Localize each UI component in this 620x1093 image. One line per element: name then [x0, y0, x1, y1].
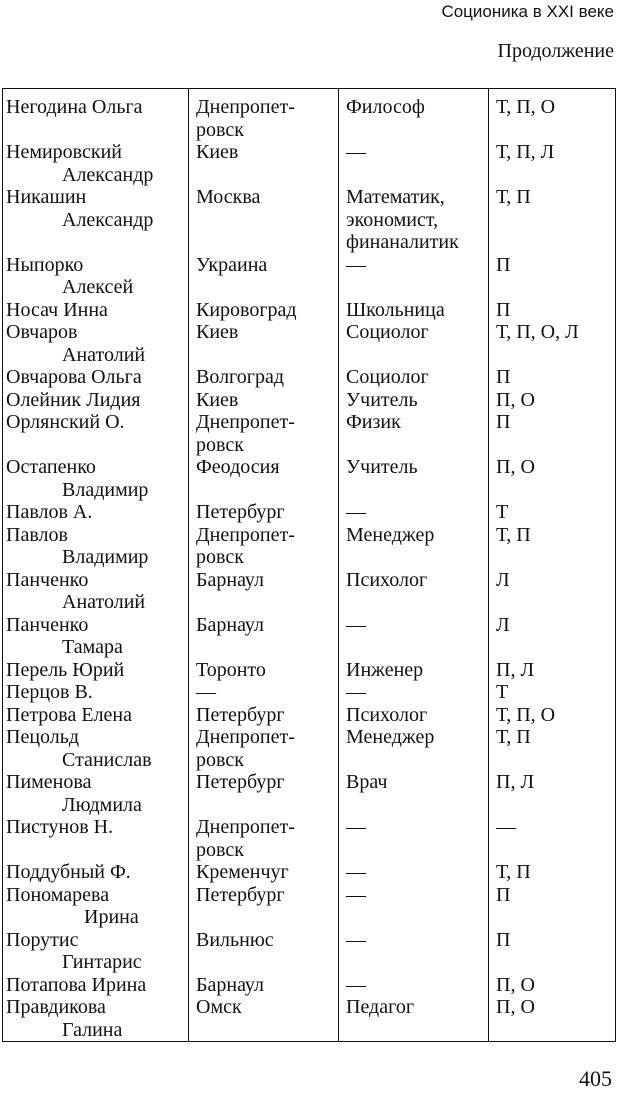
marks-cell	[496, 884, 510, 907]
name-cell-line: Правдикова	[6, 996, 106, 1018]
marks-cell-line: Л	[496, 568, 510, 591]
table-row	[2, 141, 616, 186]
city-cell-line: Петербург	[196, 883, 285, 906]
city-cell	[196, 96, 295, 141]
city-cell	[196, 524, 295, 569]
name-cell	[6, 321, 145, 366]
name-cell-line: Пономарева	[6, 883, 110, 906]
name-cell-line: Немировский	[6, 141, 123, 163]
name-cell	[6, 974, 146, 997]
marks-cell-line: Т	[496, 681, 509, 703]
name-cell-line: Павлов А.	[6, 501, 93, 523]
profession-cell	[346, 299, 445, 322]
city-cell-line: Киев	[196, 388, 239, 411]
name-cell	[6, 816, 113, 839]
name-cell	[6, 726, 152, 771]
marks-cell-line: Т, П, Л	[496, 141, 555, 163]
name-cell	[6, 614, 123, 659]
name-cell	[6, 569, 145, 614]
marks-cell-line: П	[496, 298, 511, 321]
marks-cell	[496, 704, 555, 727]
profession-cell	[346, 321, 429, 344]
marks-cell	[496, 389, 535, 412]
name-cell-line: Павлов	[6, 523, 68, 546]
table-row	[2, 299, 616, 322]
name-cell-line: Овчаров	[6, 321, 78, 343]
table-row	[2, 254, 616, 299]
table-row	[2, 456, 616, 501]
marks-cell	[496, 141, 554, 164]
profession-cell	[346, 411, 401, 434]
city-cell-line: Петербург	[196, 501, 285, 523]
profession-cell-line: Врач	[346, 771, 388, 793]
marks-cell-line: Т, П	[496, 186, 531, 208]
name-cell-line: Пименова	[6, 771, 92, 793]
marks-cell	[496, 321, 579, 344]
marks-cell-line: П, О	[496, 388, 535, 411]
city-cell-line: Днепропет-	[196, 411, 295, 433]
marks-cell-line: Т, П	[496, 726, 531, 748]
city-cell-line: ровск	[196, 748, 244, 771]
table-row	[2, 659, 616, 682]
table-row	[2, 861, 616, 884]
marks-cell	[496, 974, 535, 997]
profession-cell-line: —	[346, 681, 366, 703]
city-cell	[196, 704, 285, 727]
table-row	[2, 366, 616, 389]
name-cell	[6, 659, 124, 682]
marks-cell	[496, 96, 555, 119]
city-cell-line: Киев	[196, 321, 239, 343]
marks-cell	[496, 299, 510, 322]
marks-cell-line: Т	[496, 501, 509, 523]
name-cell-line: Олейник Лидия	[6, 388, 141, 411]
profession-cell	[346, 524, 434, 547]
profession-cell-line: —	[346, 973, 366, 996]
city-cell-line: Феодосия	[196, 456, 280, 478]
profession-cell-line: Педагог	[346, 996, 415, 1018]
name-cell-line: Станислав	[62, 748, 152, 771]
profession-cell	[346, 614, 366, 637]
profession-cell	[346, 929, 366, 952]
marks-cell	[496, 569, 510, 592]
profession-cell-line: Физик	[346, 411, 401, 433]
table-row	[2, 771, 616, 816]
name-cell	[6, 861, 131, 884]
marks-cell	[496, 366, 510, 389]
city-cell-line: Петербург	[196, 703, 285, 726]
name-cell	[6, 254, 133, 299]
profession-cell-line: Социолог	[346, 321, 429, 343]
name-cell-line: Пецольд	[6, 726, 80, 748]
name-cell-line: Ирина	[84, 906, 139, 928]
city-cell	[196, 569, 264, 592]
table-row	[2, 501, 616, 524]
name-cell-line: Орлянский О.	[6, 411, 125, 433]
profession-cell-line: —	[346, 883, 366, 906]
marks-cell	[496, 816, 516, 839]
name-cell-line: Александр	[62, 208, 154, 231]
city-cell	[196, 141, 238, 164]
city-cell	[196, 974, 264, 997]
marks-cell	[496, 254, 510, 277]
name-cell	[6, 411, 125, 434]
profession-cell-line: Менеджер	[346, 523, 435, 546]
city-cell	[196, 816, 295, 861]
profession-cell-line: Математик,	[346, 186, 445, 208]
city-cell	[196, 389, 238, 412]
table-row	[2, 681, 616, 704]
name-cell	[6, 884, 139, 929]
city-cell	[196, 726, 295, 771]
profession-cell	[346, 884, 366, 907]
city-cell	[196, 186, 260, 209]
marks-cell	[496, 659, 534, 682]
name-cell-line: Потапова Ирина	[6, 973, 147, 996]
profession-cell-line: —	[346, 928, 366, 951]
profession-cell-line: Философ	[346, 96, 425, 118]
profession-cell	[346, 771, 387, 794]
name-cell	[6, 366, 142, 389]
marks-cell-line: П, О	[496, 996, 535, 1018]
city-cell-line: Торонто	[196, 658, 266, 681]
city-cell-line: Петербург	[196, 771, 285, 793]
profession-cell-line: —	[346, 861, 366, 883]
profession-cell-line: финаналитик	[346, 231, 459, 253]
table-row	[2, 96, 616, 141]
marks-cell	[496, 726, 531, 749]
city-cell	[196, 659, 266, 682]
table-row	[2, 411, 616, 456]
city-cell	[196, 456, 280, 479]
marks-cell	[496, 501, 508, 524]
marks-cell-line: П	[496, 883, 511, 906]
marks-cell-line: П	[496, 366, 511, 388]
marks-cell-line: Т, П, О	[496, 96, 556, 118]
name-cell	[6, 681, 93, 704]
city-cell-line: Барнаул	[196, 973, 265, 996]
marks-cell	[496, 996, 535, 1019]
marks-cell	[496, 186, 531, 209]
profession-cell-line: Учитель	[346, 388, 418, 411]
name-cell-line: Остапенко	[6, 456, 96, 478]
marks-cell	[496, 861, 531, 884]
name-cell	[6, 704, 132, 727]
city-cell	[196, 614, 264, 637]
name-cell	[6, 96, 143, 119]
name-cell-line: Галина	[62, 1018, 123, 1041]
city-cell	[196, 299, 297, 322]
table-row	[2, 569, 616, 614]
city-cell	[196, 771, 285, 794]
marks-cell-line: П, Л	[496, 658, 535, 681]
profession-cell	[346, 704, 427, 727]
marks-cell-line: Т, П	[496, 861, 531, 883]
city-cell-line: Кременчуг	[196, 861, 289, 883]
profession-cell	[346, 254, 366, 277]
name-cell-line: Владимир	[62, 478, 149, 501]
profession-cell-line: Социолог	[346, 366, 429, 388]
continued-label: Продолжение	[497, 40, 614, 62]
profession-cell	[346, 96, 425, 119]
city-cell	[196, 254, 267, 277]
table-row	[2, 974, 616, 997]
profession-cell-line: Менеджер	[346, 726, 435, 748]
name-cell-line: Никашин	[6, 186, 87, 208]
marks-cell-line: Т, П, О, Л	[496, 321, 579, 343]
name-cell-line: Александр	[62, 163, 154, 186]
page-number: 405	[579, 1066, 612, 1091]
profession-cell-line: Психолог	[346, 703, 428, 726]
name-cell-line: Поддубный Ф.	[6, 861, 131, 883]
profession-cell	[346, 569, 427, 592]
name-cell-line: Гинтарис	[62, 951, 142, 973]
table-row	[2, 929, 616, 974]
city-cell-line: ровск	[196, 838, 244, 861]
profession-cell	[346, 141, 366, 164]
city-cell-line: Барнаул	[196, 568, 265, 591]
name-cell-line: Алексей	[62, 276, 134, 298]
profession-cell-line: —	[346, 501, 366, 523]
profession-cell-line: экономист,	[346, 208, 439, 231]
city-cell	[196, 411, 295, 456]
marks-cell-line: П	[496, 253, 511, 276]
profession-cell	[346, 861, 366, 884]
members-table	[2, 96, 616, 1041]
name-cell-line: Носач Инна	[6, 298, 108, 321]
profession-cell	[346, 456, 418, 479]
profession-cell	[346, 816, 366, 839]
table-row	[2, 816, 616, 861]
city-cell	[196, 861, 289, 884]
marks-cell	[496, 411, 510, 434]
name-cell-line: Овчарова Ольга	[6, 366, 142, 388]
profession-cell	[346, 996, 414, 1019]
table-row	[2, 614, 616, 659]
marks-cell	[496, 524, 531, 547]
name-cell	[6, 141, 153, 186]
name-cell-line: Тамара	[62, 636, 123, 658]
city-cell-line: Омск	[196, 996, 242, 1018]
city-cell-line: Барнаул	[196, 613, 265, 636]
running-header: Соционика в XXI веке	[441, 2, 614, 21]
city-cell-line: Волгоград	[196, 366, 285, 388]
city-cell	[196, 929, 274, 952]
profession-cell	[346, 186, 459, 254]
table-row	[2, 321, 616, 366]
table-row	[2, 524, 616, 569]
name-cell-line: Владимир	[62, 546, 149, 568]
name-cell	[6, 524, 148, 569]
table-row	[2, 389, 616, 412]
name-cell-line: Перель Юрий	[6, 658, 125, 681]
profession-cell-line: Учитель	[346, 456, 418, 478]
profession-cell-line: Инженер	[346, 658, 424, 681]
profession-cell-line: —	[346, 253, 366, 276]
profession-cell-line: Школьница	[346, 298, 445, 321]
name-cell	[6, 299, 108, 322]
marks-cell-line: П, О	[496, 973, 535, 996]
name-cell-line: Петрова Елена	[6, 703, 133, 726]
profession-cell	[346, 366, 429, 389]
marks-cell	[496, 456, 535, 479]
city-cell-line: Днепропет-	[196, 726, 295, 748]
name-cell	[6, 186, 153, 231]
name-cell-line: Ныпорко	[6, 253, 84, 276]
name-cell-line: Анатолий	[62, 591, 146, 613]
city-cell-line: Кировоград	[196, 298, 297, 321]
marks-cell-line: Л	[496, 613, 510, 636]
table-row	[2, 996, 616, 1041]
name-cell-line: Анатолий	[62, 343, 146, 366]
name-cell-line: Панченко	[6, 568, 89, 591]
profession-cell	[346, 681, 366, 704]
name-cell-line: Негодина Ольга	[6, 96, 143, 118]
city-cell-line: Днепропет-	[196, 523, 295, 546]
marks-cell-line: Т, П	[496, 523, 531, 546]
name-cell-line: Пистунов Н.	[6, 816, 114, 838]
city-cell-line: Украина	[196, 253, 268, 276]
marks-cell	[496, 771, 534, 794]
profession-cell-line: —	[346, 613, 366, 636]
name-cell	[6, 929, 142, 974]
profession-cell	[346, 726, 434, 749]
city-cell-line: ровск	[196, 433, 244, 456]
marks-cell	[496, 929, 510, 952]
city-cell	[196, 996, 242, 1019]
name-cell	[6, 389, 140, 412]
table-row	[2, 884, 616, 929]
marks-cell	[496, 681, 508, 704]
city-cell	[196, 366, 284, 389]
city-cell	[196, 884, 285, 907]
table-row	[2, 726, 616, 771]
profession-cell-line: —	[346, 816, 366, 838]
name-cell	[6, 771, 142, 816]
marks-cell-line: П	[496, 411, 511, 433]
name-cell-line: Перцов В.	[6, 681, 93, 703]
name-cell-line: Порутис	[6, 928, 79, 951]
marks-cell-line: П, О	[496, 456, 535, 478]
name-cell	[6, 456, 148, 501]
table-row	[2, 704, 616, 727]
profession-cell	[346, 974, 366, 997]
city-cell-line: Днепропет-	[196, 96, 295, 118]
city-cell	[196, 501, 285, 524]
city-cell-line: Вильнюс	[196, 928, 274, 951]
marks-cell-line: —	[496, 816, 516, 838]
city-cell	[196, 321, 238, 344]
city-cell-line: ровск	[196, 118, 244, 141]
city-cell	[196, 681, 216, 704]
city-cell-line: Москва	[196, 186, 261, 208]
marks-cell-line: П, Л	[496, 771, 535, 793]
name-cell-line: Людмила	[62, 793, 142, 816]
marks-cell-line: Т, П, О	[496, 703, 556, 726]
profession-cell	[346, 389, 418, 412]
marks-cell-line: П	[496, 928, 511, 951]
profession-cell-line: Психолог	[346, 568, 428, 591]
marks-cell	[496, 614, 510, 637]
name-cell-line: Панченко	[6, 613, 89, 636]
name-cell	[6, 996, 122, 1041]
city-cell-line: Днепропет-	[196, 816, 295, 838]
city-cell-line: —	[196, 681, 216, 703]
table-row	[2, 186, 616, 254]
name-cell	[6, 501, 92, 524]
city-cell-line: Киев	[196, 141, 239, 163]
profession-cell-line: —	[346, 141, 366, 163]
city-cell-line: ровск	[196, 546, 244, 568]
profession-cell	[346, 659, 423, 682]
profession-cell	[346, 501, 366, 524]
